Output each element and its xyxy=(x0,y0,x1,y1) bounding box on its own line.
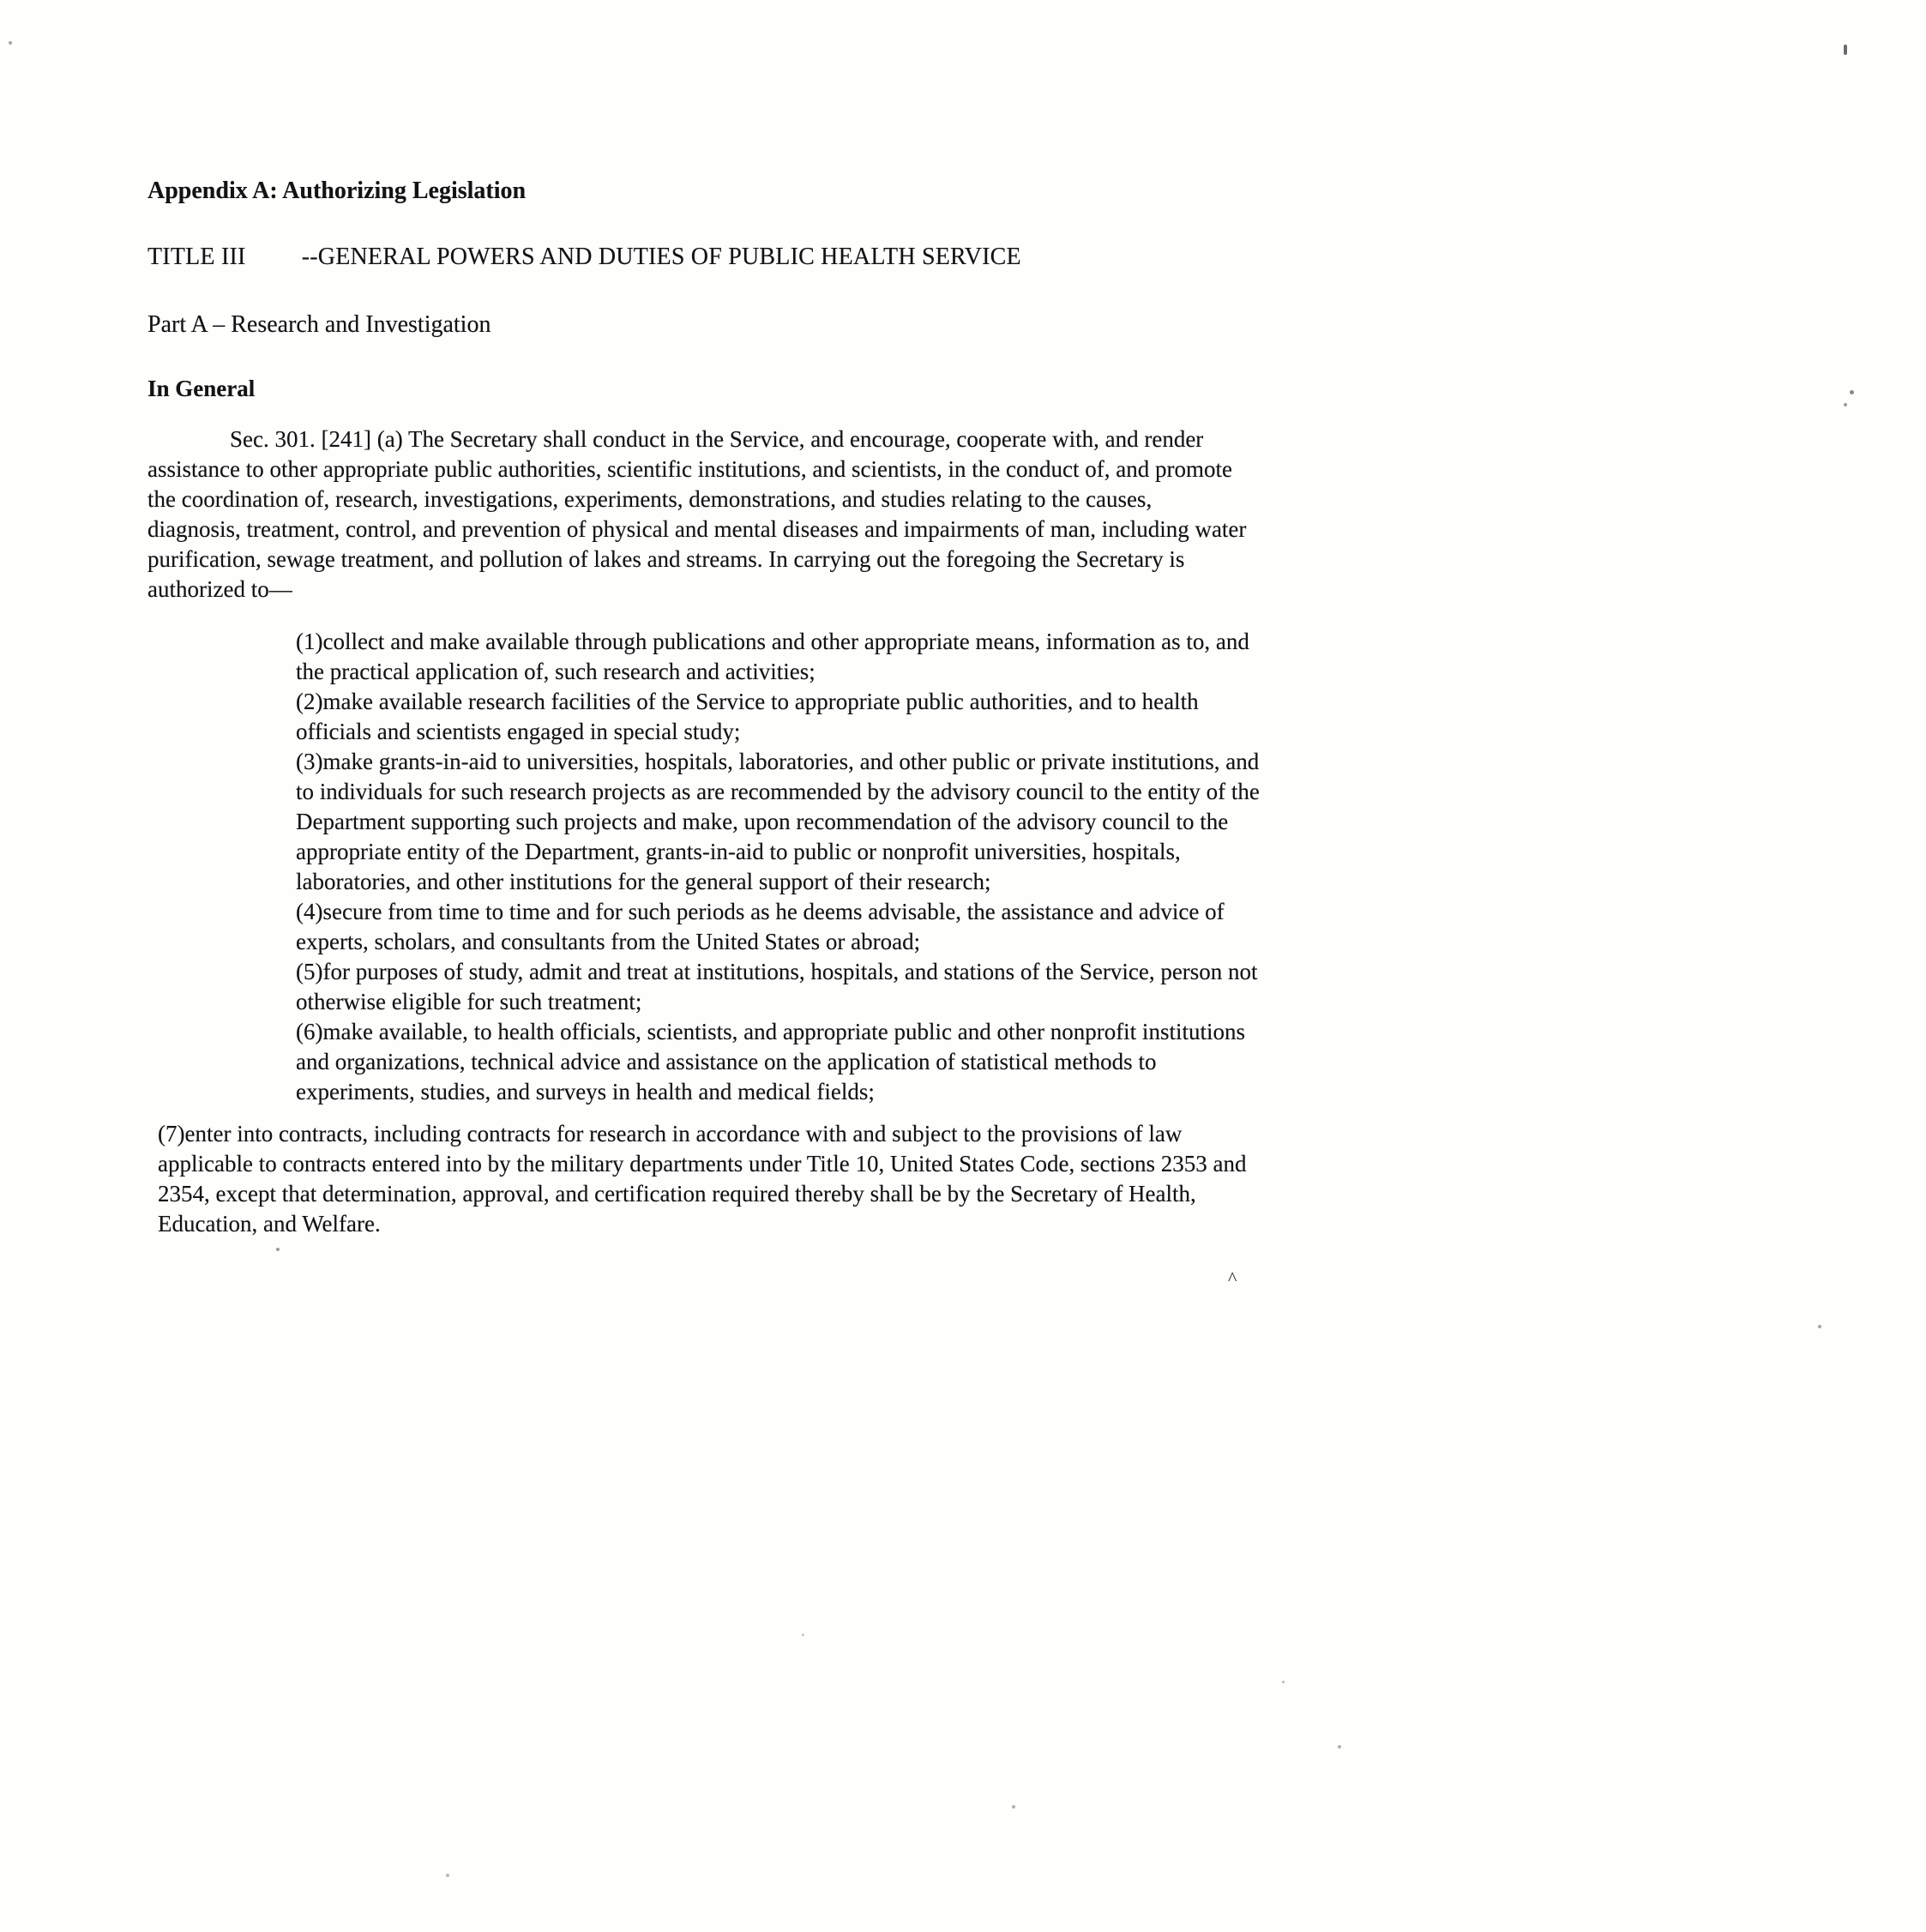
title-label: TITLE III xyxy=(147,244,246,270)
clause-item-2: (2)make available research facilities of the Service to appropriate public authorities, and to health officials and scientists engaged in special study; xyxy=(296,689,1199,744)
title-text: --GENERAL POWERS AND DUTIES OF PUBLIC HEALTH SERVICE xyxy=(301,244,1021,270)
scan-speck xyxy=(1012,1805,1015,1809)
clause-item-3: (3)make grants-in-aid to universities, hospitals, laboratories, and other public or private institutions, and to individuals for such research projects as are recommended by the advisory council to the entity of the Department supporting such projects and make, upon recommendation of the advisory council to the appropriate entity of the Department, grants-in-aid to public or nonprofit universities, hospitals, laboratories, and other institutions for the general support of their research; xyxy=(296,749,1260,894)
scan-speck xyxy=(1844,45,1847,55)
part-heading: Part A – Research and Investigation xyxy=(147,311,491,338)
closing-paragraph: (7)enter into contracts, including contracts for research in accordance with and subject to the provisions of law applicable to contracts entered into by the military departments under Title 10, United States Code, sections 2353 and 2354, except that determination, approval, and certification required thereby shall be by the Secretary of Health, Education, and Welfare. xyxy=(158,1121,1247,1237)
title-line xyxy=(147,242,1782,272)
clause-item-6: (6)make available, to health officials, scientists, and appropriate public and other nonprofit institutions and organizations, technical advice and assistance on the application of statistical methods to experiments, studies, and surveys in health and medical fields; xyxy=(296,1019,1245,1104)
scan-speck xyxy=(1818,1325,1821,1328)
clause-item-5: (5)for purposes of study, admit and treat at institutions, hospitals, and stations of the Service, person not otherwise eligible for such treatment; xyxy=(296,959,1258,1014)
scan-speck xyxy=(446,1874,449,1877)
intro-paragraph: Sec. 301. [241] (a) The Secretary shall conduct in the Service, and encourage, cooperate with, and render assistance to other appropriate public authorities, scientific institutions, and scientists, in the conduct of, and promote the coordination of, research, investigations, experiments, demonstrations, and studies relating to the causes, diagnosis, treatment, control, and prevention of physical and mental diseases and impairments of man, including water purification, sewage treatment, and pollution of lakes and streams. In carrying out the foregoing the Secretary is authorized to— xyxy=(147,426,1247,602)
scan-speck xyxy=(1282,1681,1285,1683)
scan-speck xyxy=(1850,390,1854,394)
clause-list xyxy=(296,627,1263,1107)
appendix-heading: Appendix A: Authorizing Legislation xyxy=(147,178,527,204)
scan-speck xyxy=(802,1634,804,1636)
section-heading: In General xyxy=(147,376,256,401)
scan-speck xyxy=(1844,403,1847,406)
scan-speck xyxy=(9,41,12,45)
caret-annotation: ^ xyxy=(1228,1267,1237,1289)
scan-speck xyxy=(276,1248,280,1251)
scan-speck xyxy=(1338,1745,1341,1748)
clause-item-1: (1)collect and make available through publications and other appropriate means, information as to, and the practical application of, such research and activities; xyxy=(296,629,1249,684)
clause-item-4: (4)secure from time to time and for such periods as he deems advisable, the assistance and advice of experts, scholars, and consultants from the United States or abroad; xyxy=(296,899,1225,954)
